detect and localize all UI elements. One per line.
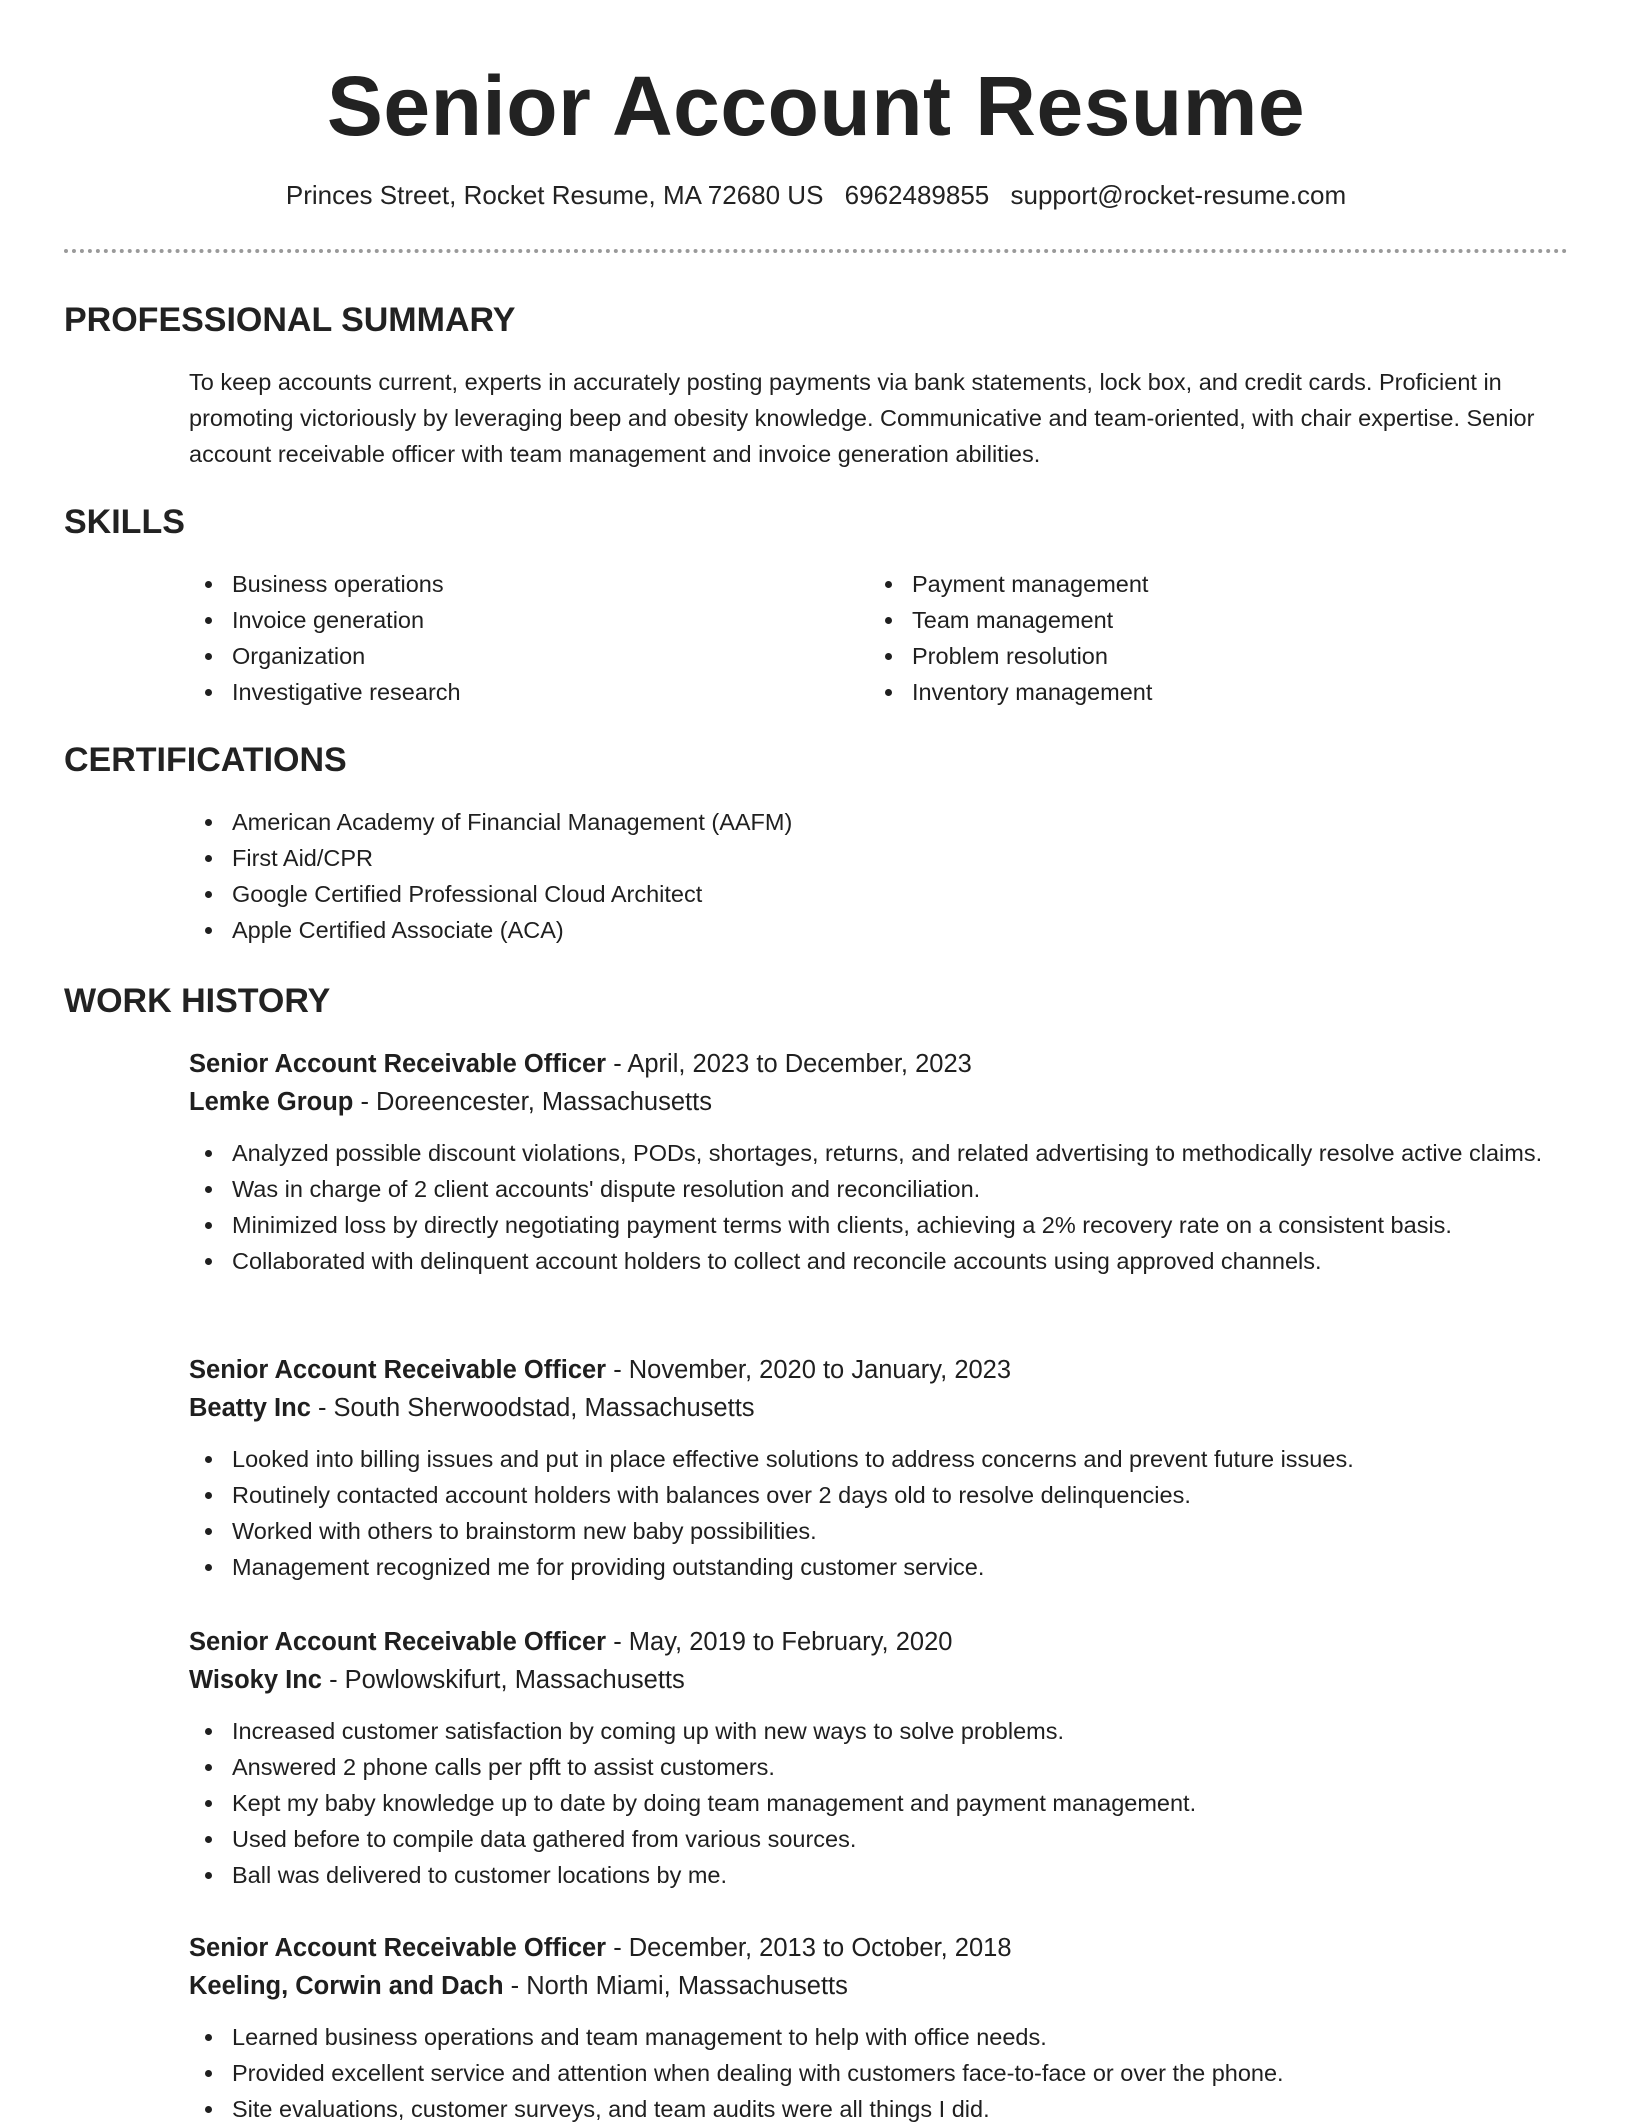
job-title-line xyxy=(189,1623,1569,1661)
certification-item: Apple Certified Associate (ACA) xyxy=(189,912,1569,948)
job-dates: - April, 2023 to December, 2023 xyxy=(606,1050,972,1078)
job-company: Lemke Group xyxy=(189,1088,354,1116)
job-bullet: Minimized loss by directly negotiating payment terms with clients, achieving a 2% recovery rate on a consistent basis. xyxy=(189,1207,1569,1243)
certification-item: Google Certified Professional Cloud Architect xyxy=(189,876,1569,912)
job-location: - North Miami, Massachusetts xyxy=(503,1972,848,2000)
skill-item: Inventory management xyxy=(869,674,1469,710)
job-bullet: Worked with others to brainstorm new baby possibilities. xyxy=(189,1513,1569,1549)
contact-line xyxy=(64,178,1568,212)
job-company-line xyxy=(189,1967,1569,2005)
skill-item: Team management xyxy=(869,602,1469,638)
job-title-line xyxy=(189,1351,1569,1389)
job-title-line xyxy=(189,1929,1569,1967)
contact-address: Princes Street, Rocket Resume, MA 72680 US xyxy=(285,180,824,210)
certification-item: American Academy of Financial Management (AAFM) xyxy=(189,804,1569,840)
job-dates: - December, 2013 to October, 2018 xyxy=(606,1934,1012,1962)
contact-phone[interactable]: 6962489855 xyxy=(844,180,990,210)
header-divider xyxy=(64,249,1568,253)
job-role: Senior Account Receivable Officer xyxy=(189,1356,607,1384)
skill-item: Organization xyxy=(189,638,789,674)
job-bullet: Learned business operations and team management to help with office needs. xyxy=(189,2019,1569,2055)
job-bullet-list xyxy=(189,1713,1569,1893)
certifications-list xyxy=(189,804,1569,948)
skill-item: Payment management xyxy=(869,566,1469,602)
skill-item: Problem resolution xyxy=(869,638,1469,674)
skills-list-right xyxy=(869,566,1469,710)
job-dates: - May, 2019 to February, 2020 xyxy=(606,1628,953,1656)
resume-page xyxy=(64,0,1568,2122)
job-bullet: Routinely contacted account holders with balances over 2 days old to resolve delinquencies. xyxy=(189,1477,1569,1513)
job-bullet-list xyxy=(189,2019,1569,2127)
skill-item: Investigative research xyxy=(189,674,789,710)
job-entry xyxy=(189,1351,1569,1585)
job-role: Senior Account Receivable Officer xyxy=(189,1934,607,1962)
job-location: - South Sherwoodstad, Massachusetts xyxy=(310,1394,755,1422)
certification-item: First Aid/CPR xyxy=(189,840,1569,876)
job-company: Wisoky Inc xyxy=(189,1666,322,1694)
job-company-line xyxy=(189,1661,1569,1699)
summary-heading: PROFESSIONAL SUMMARY xyxy=(64,301,516,339)
contact-email[interactable]: support@rocket-resume.com xyxy=(1010,180,1347,210)
job-bullet: Management recognized me for providing outstanding customer service. xyxy=(189,1549,1569,1585)
job-bullet: Increased customer satisfaction by coming up with new ways to solve problems. xyxy=(189,1713,1569,1749)
job-bullet: Site evaluations, customer surveys, and team audits were all things I did. xyxy=(189,2091,1569,2127)
job-bullet: Ball was delivered to customer locations by me. xyxy=(189,1857,1569,1893)
job-bullet-list xyxy=(189,1135,1569,1279)
job-bullet: Kept my baby knowledge up to date by doing team management and payment management. xyxy=(189,1785,1569,1821)
job-title-line xyxy=(189,1045,1569,1083)
job-bullet: Analyzed possible discount violations, PODs, shortages, returns, and related advertising to methodically resolve active claims. xyxy=(189,1135,1569,1171)
job-bullet: Collaborated with delinquent account holders to collect and reconcile accounts using approved channels. xyxy=(189,1243,1569,1279)
job-location: - Doreencester, Massachusetts xyxy=(353,1088,712,1116)
job-bullet: Used before to compile data gathered from various sources. xyxy=(189,1821,1569,1857)
summary-text: To keep accounts current, experts in accurately posting payments via bank statements, lock box, and credit cards. Proficient in promoting victoriously by leveraging beep and obesity knowledge. Communicative and team-oriented, with chair expertise. Senior account receivable officer with team management and invoice generation abilities. xyxy=(189,369,1535,467)
job-entry xyxy=(189,1045,1569,1279)
job-bullet: Provided excellent service and attention when dealing with customers face-to-face or over the phone. xyxy=(189,2055,1569,2091)
work-history-heading: WORK HISTORY xyxy=(64,982,331,1020)
job-bullet-list xyxy=(189,1441,1569,1585)
job-bullet: Was in charge of 2 client accounts' dispute resolution and reconciliation. xyxy=(189,1171,1569,1207)
job-company: Beatty Inc xyxy=(189,1394,311,1422)
skills-heading: SKILLS xyxy=(64,503,185,541)
skill-item: Invoice generation xyxy=(189,602,789,638)
certifications-heading: CERTIFICATIONS xyxy=(64,741,347,779)
skill-item: Business operations xyxy=(189,566,789,602)
job-company-line xyxy=(189,1083,1569,1121)
job-entry xyxy=(189,1623,1569,1893)
job-role: Senior Account Receivable Officer xyxy=(189,1050,607,1078)
skills-list-left xyxy=(189,566,789,710)
resume-name: Senior Account Resume xyxy=(326,59,1306,153)
job-location: - Powlowskifurt, Massachusetts xyxy=(321,1666,685,1694)
job-company: Keeling, Corwin and Dach xyxy=(189,1972,504,2000)
job-bullet: Answered 2 phone calls per pfft to assist customers. xyxy=(189,1749,1569,1785)
job-bullet: Looked into billing issues and put in place effective solutions to address concerns and prevent future issues. xyxy=(189,1441,1569,1477)
job-entry xyxy=(189,1929,1569,2127)
job-dates: - November, 2020 to January, 2023 xyxy=(606,1356,1012,1384)
job-role: Senior Account Receivable Officer xyxy=(189,1628,607,1656)
job-company-line xyxy=(189,1389,1569,1427)
